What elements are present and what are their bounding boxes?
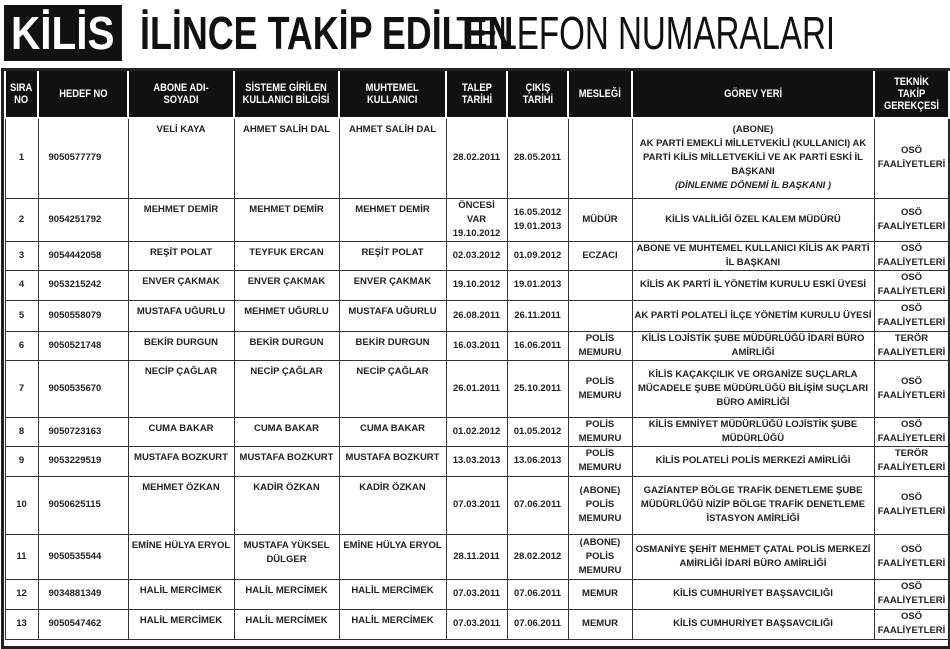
cell-text: 07.06.2011 xyxy=(513,618,562,629)
column-header-hedef-no xyxy=(38,71,128,118)
cell-text: NECİP ÇAĞLAR xyxy=(356,365,429,377)
cell-text: 9050577779 xyxy=(48,152,102,164)
cell-text: 16.03.2011 xyxy=(452,339,501,351)
cell-text: 28.11.2011 xyxy=(453,550,500,562)
cell-no xyxy=(5,476,38,534)
cell-text: (ABONE) AK PARTİ EMEKLİ MİLLETVEKİLİ (KULLANICI) AK PARTİ KİLİS MİLLETVEKİLİ VE AK PARTİ ESKİ İL BAŞKANI xyxy=(639,124,867,178)
cell-text: ÖNCESİ VAR 19.10.2012 xyxy=(452,199,501,239)
cell-text: POLİS MEMURU xyxy=(578,375,622,401)
cell-gerekce xyxy=(874,417,949,446)
cell-text: POLİS MEMURU xyxy=(578,418,622,444)
cell-gorev xyxy=(632,609,874,639)
cell-text: OSÖ FAALİYETLERİ xyxy=(877,611,946,636)
cell-no xyxy=(5,579,38,609)
column-header-label: TEKNİK TAKİP GEREKÇESİ xyxy=(883,76,940,112)
cell-hedef xyxy=(38,609,128,639)
table-row xyxy=(5,300,949,331)
cell-cikis xyxy=(507,118,568,198)
cell-meslek xyxy=(568,579,632,609)
cell-no xyxy=(5,300,38,331)
cell-text: HALİL MERCİMEK xyxy=(245,614,328,626)
cell-gerekce xyxy=(874,360,949,417)
cell-meslek xyxy=(568,476,632,534)
cell-text: MEHMET DEMİR xyxy=(355,203,430,215)
cell-gerekce xyxy=(874,534,949,579)
cell-text: MUSTAFA UĞURLU xyxy=(136,305,226,317)
cell-text: 7 xyxy=(18,382,25,394)
cell-text: 07.03.2011 xyxy=(452,499,501,510)
cell-muhtemel xyxy=(339,241,446,270)
cell-text: CUMA BAKAR xyxy=(148,422,214,434)
cell-no xyxy=(5,534,38,579)
cell-muhtemel xyxy=(339,300,446,331)
cell-talep xyxy=(446,446,507,476)
cell-text: 28.02.2012 xyxy=(513,550,562,562)
cell-cikis xyxy=(507,300,568,331)
cell-no xyxy=(5,270,38,300)
cell-text: MUSTAFA BOZKURT xyxy=(345,451,440,463)
cell-text: MÜDÜR xyxy=(582,213,618,225)
cell-gorev xyxy=(632,241,874,270)
cell-meslek xyxy=(568,118,632,198)
cell-muhtemel xyxy=(339,446,446,476)
table-row xyxy=(5,417,949,446)
cell-gerekce xyxy=(874,446,949,476)
cell-text: TERÖR FAALİYETLERİ xyxy=(877,448,946,473)
headline-bold: İLİNCE TAKİP EDİLEN xyxy=(139,7,514,59)
column-header-sisteme-girilen-kullanici xyxy=(234,71,339,118)
column-header-label: SIRA NO xyxy=(10,82,33,106)
cell-text: 19.10.2012 xyxy=(452,279,501,290)
cell-cikis xyxy=(507,476,568,534)
table-row xyxy=(5,331,949,360)
cell-text: OSMANİYE ŞEHİT MEHMET ÇATAL POLİS MERKEZİ AMİRLİĞİ İDARİ BÜRO AMİRLİĞİ xyxy=(635,543,871,569)
cell-hedef xyxy=(38,534,128,579)
cell-cikis xyxy=(507,241,568,270)
cell-muhtemel xyxy=(339,579,446,609)
cell-text: KİLİS AK PARTİ İL YÖNETİM KURULU ESKİ ÜYESİ xyxy=(639,279,867,290)
column-header-muhtemel-kullanici xyxy=(339,71,446,118)
cell-text: REŞİT POLAT xyxy=(149,246,213,258)
cell-text: 10 xyxy=(16,499,27,510)
cell-text: HALİL MERCİMEK xyxy=(139,614,223,626)
cell-hedef xyxy=(38,331,128,360)
cell-text: (ABONE) POLİS MEMURU xyxy=(578,536,622,576)
cell-gerekce xyxy=(874,331,949,360)
cell-text: AHMET SALİH DAL xyxy=(348,124,437,135)
cell-text: 2 xyxy=(18,213,25,225)
table-row xyxy=(5,118,949,198)
cell-no xyxy=(5,609,38,639)
cell-sistem xyxy=(234,300,339,331)
table-row xyxy=(5,579,949,609)
cell-text: ENVER ÇAKMAK xyxy=(353,275,432,287)
cell-sistem xyxy=(234,331,339,360)
cell-text: 07.06.2011 xyxy=(513,499,562,510)
cell-text: MEHMET DEMİR xyxy=(143,203,219,215)
headline-highlight: KİLİS xyxy=(4,5,122,61)
cell-text: 28.05.2011 xyxy=(513,152,562,164)
cell-text: 28.02.2011 xyxy=(452,152,501,164)
cell-text: ENVER ÇAKMAK xyxy=(247,275,326,287)
cell-text: 8 xyxy=(18,425,25,437)
cell-hedef xyxy=(38,198,128,241)
cell-text: MEMUR xyxy=(582,588,618,599)
cell-sistem xyxy=(234,579,339,609)
column-header-label: SİSTEME GİRİLEN KULLANICI BİLGİSİ xyxy=(243,82,330,106)
cell-text: KİLİS EMNİYET MÜDÜRLÜĞÜ LOJİSTİK ŞUBE MÜDÜRLÜĞÜ xyxy=(648,418,858,444)
cell-text: 11 xyxy=(16,550,27,562)
cell-talep xyxy=(446,270,507,300)
cell-hedef xyxy=(38,360,128,417)
cell-text: KADİR ÖZKAN xyxy=(359,481,426,493)
cell-sistem xyxy=(234,360,339,417)
cell-text: 01.05.2012 xyxy=(513,425,562,437)
cell-abone xyxy=(128,331,234,360)
cell-sistem xyxy=(234,609,339,639)
header-row xyxy=(5,71,949,118)
cell-gerekce xyxy=(874,476,949,534)
cell-text: MEHMET DEMİR xyxy=(249,203,324,215)
cell-text: AHMET SALİH DAL xyxy=(242,124,331,135)
column-header-label: HEDEF NO xyxy=(58,88,108,100)
cell-text: POLİS MEMURU xyxy=(578,332,622,358)
cell-gorev xyxy=(632,360,874,417)
cell-text: KİLİS CUMHURİYET BAŞSAVCILIĞI xyxy=(673,618,833,629)
cell-note: (DİNLENME DÖNEMİ İL BAŞKANI ) xyxy=(674,180,832,192)
cell-sistem xyxy=(234,476,339,534)
cell-text: 13.03.2013 xyxy=(452,455,501,466)
cell-talep xyxy=(446,241,507,270)
cell-cikis xyxy=(507,579,568,609)
cell-abone xyxy=(128,270,234,300)
cell-talep xyxy=(446,198,507,241)
cell-abone xyxy=(128,198,234,241)
cell-text: MEHMET UĞURLU xyxy=(244,305,329,317)
cell-sistem xyxy=(234,534,339,579)
cell-meslek xyxy=(568,446,632,476)
cell-muhtemel xyxy=(339,360,446,417)
cell-text: BEKİR DURGUN xyxy=(355,336,430,348)
table-row xyxy=(5,476,949,534)
cell-cikis xyxy=(507,360,568,417)
cell-text: 25.10.2011 xyxy=(513,382,562,394)
cell-text: MEHMET ÖZKAN xyxy=(142,481,220,493)
cell-text: 13 xyxy=(16,618,27,629)
cell-text: OSÖ FAALİYETLERİ xyxy=(877,418,946,444)
cell-text: 9050547462 xyxy=(48,618,102,629)
cell-text: 01.02.2012 xyxy=(452,425,501,437)
table-row xyxy=(5,360,949,417)
cell-text: HALİL MERCİMEK xyxy=(139,584,223,596)
cell-hedef xyxy=(38,446,128,476)
cell-text: 9054442058 xyxy=(48,249,102,261)
cell-text: HALİL MERCİMEK xyxy=(351,584,434,596)
cell-gorev xyxy=(632,417,874,446)
phone-numbers-table xyxy=(4,71,950,640)
cell-abone xyxy=(128,609,234,639)
column-header-label: TALEP TARİHİ xyxy=(461,82,492,106)
cell-text: 07.03.2011 xyxy=(452,588,501,599)
cell-text: 26.08.2011 xyxy=(452,309,501,321)
cell-meslek xyxy=(568,534,632,579)
cell-gorev xyxy=(632,270,874,300)
cell-gorev xyxy=(632,534,874,579)
cell-gerekce xyxy=(874,579,949,609)
cell-text: 6 xyxy=(18,339,25,351)
cell-hedef xyxy=(38,417,128,446)
cell-text: 9050558079 xyxy=(48,309,102,321)
cell-gerekce xyxy=(874,118,949,198)
table-row xyxy=(5,270,949,300)
headline-light: TELEFON NUMARALARI xyxy=(456,7,836,59)
cell-abone xyxy=(128,241,234,270)
cell-no xyxy=(5,360,38,417)
cell-muhtemel xyxy=(339,198,446,241)
cell-text: 9050625115 xyxy=(48,499,101,510)
cell-text: BEKİR DURGUN xyxy=(144,336,218,348)
cell-abone xyxy=(128,417,234,446)
cell-text: OSÖ FAALİYETLERİ xyxy=(877,272,946,297)
cell-gerekce xyxy=(874,270,949,300)
cell-text: 9050723163 xyxy=(48,425,102,437)
cell-text: CUMA BAKAR xyxy=(253,422,320,434)
cell-text: 9053229519 xyxy=(48,455,102,466)
cell-text: NECİP ÇAĞLAR xyxy=(250,365,323,377)
cell-text: 01.09.2012 xyxy=(513,249,562,261)
cell-hedef xyxy=(38,118,128,198)
cell-text: POLİS MEMURU xyxy=(578,448,622,473)
cell-no xyxy=(5,417,38,446)
cell-talep xyxy=(446,534,507,579)
cell-text: 19.01.2013 xyxy=(513,279,562,290)
cell-text: 02.03.2012 xyxy=(452,249,501,261)
cell-text: MUSTAFA UĞURLU xyxy=(348,305,437,317)
cell-no xyxy=(5,241,38,270)
cell-cikis xyxy=(507,198,568,241)
table-row xyxy=(5,446,949,476)
cell-muhtemel xyxy=(339,609,446,639)
column-header-label: ABONE ADI-SOYADI xyxy=(153,82,209,106)
cell-text: KİLİS CUMHURİYET BAŞSAVCILIĞI xyxy=(673,588,833,599)
cell-text: 26.11.2011 xyxy=(514,309,561,321)
column-header-label: GÖREV YERİ xyxy=(723,88,783,100)
cell-text: CUMA BAKAR xyxy=(359,422,426,434)
column-header-label: MESLEĞİ xyxy=(578,88,622,100)
cell-meslek xyxy=(568,609,632,639)
cell-text: ABONE VE MUHTEMEL KULLANICI KİLİS AK PARTİ İL BAŞKANI xyxy=(636,242,870,268)
column-header-cikis-tarihi xyxy=(507,71,568,118)
cell-text: AK PARTİ POLATELİ İLÇE YÖNETİM KURULU ÜYESİ xyxy=(634,309,872,321)
cell-meslek xyxy=(568,270,632,300)
cell-muhtemel xyxy=(339,270,446,300)
cell-text: 9050535670 xyxy=(48,382,102,394)
cell-gorev xyxy=(632,198,874,241)
cell-hedef xyxy=(38,300,128,331)
cell-text: 9034881349 xyxy=(48,588,102,599)
cell-text: OSÖ FAALİYETLERİ xyxy=(877,145,946,171)
cell-text: 4 xyxy=(18,279,25,290)
cell-sistem xyxy=(234,198,339,241)
cell-cikis xyxy=(507,331,568,360)
cell-text: OSÖ FAALİYETLERİ xyxy=(877,302,946,328)
column-header-meslegi xyxy=(568,71,632,118)
cell-gorev xyxy=(632,300,874,331)
cell-abone xyxy=(128,534,234,579)
table-row xyxy=(5,241,949,270)
cell-text: MUSTAFA YÜKSEL DÜLGER xyxy=(243,539,330,565)
cell-text: ENVER ÇAKMAK xyxy=(142,275,220,287)
cell-gorev xyxy=(632,579,874,609)
cell-text: EMİNE HÜLYA ERYOL xyxy=(131,539,231,551)
cell-text: GAZİANTEP BÖLGE TRAFİK DENETLEME ŞUBE MÜDÜRLÜĞÜ NİZİP BÖLGE TRAFİK DENETLEME İSTASYON AMİRLİĞİ xyxy=(640,485,866,524)
cell-abone xyxy=(128,360,234,417)
cell-sistem xyxy=(234,270,339,300)
cell-text: 13.06.2013 xyxy=(513,455,562,466)
cell-text: 9 xyxy=(18,455,25,466)
cell-text: 9050521748 xyxy=(48,339,102,351)
cell-no xyxy=(5,118,38,198)
cell-hedef xyxy=(38,270,128,300)
cell-gerekce xyxy=(874,241,949,270)
cell-text: 12 xyxy=(16,588,27,599)
cell-talep xyxy=(446,476,507,534)
cell-text: OSÖ FAALİYETLERİ xyxy=(877,206,946,232)
cell-text: KİLİS LOJİSTİK ŞUBE MÜDÜRLÜĞÜ İDARİ BÜRO AMİRLİĞİ xyxy=(641,332,865,358)
cell-gerekce xyxy=(874,198,949,241)
cell-meslek xyxy=(568,300,632,331)
cell-gorev xyxy=(632,331,874,360)
cell-text: OSÖ FAALİYETLERİ xyxy=(877,581,946,606)
cell-text: OSÖ FAALİYETLERİ xyxy=(877,375,946,401)
cell-text: KİLİS KAÇAKÇILIK VE ORGANİZE SUÇLARLA MÜCADELE ŞUBE MÜDÜRLÜĞÜ BİLİŞİM SUÇLARI BÜRO AMİRLİĞİ xyxy=(637,368,869,408)
cell-text: OSÖ FAALİYETLERİ xyxy=(877,492,946,517)
cell-text: 3 xyxy=(18,249,25,261)
cell-abone xyxy=(128,446,234,476)
table-row xyxy=(5,198,949,241)
cell-muhtemel xyxy=(339,534,446,579)
cell-text: 5 xyxy=(18,309,25,321)
cell-sistem xyxy=(234,241,339,270)
cell-cikis xyxy=(507,609,568,639)
cell-text: 1 xyxy=(18,152,25,164)
cell-abone xyxy=(128,476,234,534)
cell-talep xyxy=(446,300,507,331)
column-header-talep-tarihi xyxy=(446,71,507,118)
cell-text: OSÖ FAALİYETLERİ xyxy=(877,543,946,569)
cell-text: 16.05.2012 19.01.2013 xyxy=(513,206,562,232)
cell-sistem xyxy=(234,118,339,198)
column-header-teknik-takip-gerekcesi xyxy=(874,71,949,118)
cell-sistem xyxy=(234,417,339,446)
cell-gerekce xyxy=(874,300,949,331)
cell-meslek xyxy=(568,198,632,241)
cell-cikis xyxy=(507,446,568,476)
cell-text: OSÖ FAALİYETLERİ xyxy=(877,242,946,268)
cell-gerekce xyxy=(874,609,949,639)
cell-text: MEMUR xyxy=(582,618,618,629)
cell-abone xyxy=(128,118,234,198)
cell-meslek xyxy=(568,331,632,360)
cell-text: HALİL MERCİMEK xyxy=(245,584,328,596)
cell-text: 9050535544 xyxy=(48,550,102,562)
cell-no xyxy=(5,198,38,241)
cell-talep xyxy=(446,331,507,360)
cell-talep xyxy=(446,360,507,417)
column-header-abone-adi-soyadi xyxy=(128,71,234,118)
cell-abone xyxy=(128,579,234,609)
cell-sistem xyxy=(234,446,339,476)
cell-text: 07.06.2011 xyxy=(513,588,562,599)
cell-text: VELİ KAYA xyxy=(156,124,206,135)
cell-no xyxy=(5,331,38,360)
cell-talep xyxy=(446,579,507,609)
cell-text: NECİP ÇAĞLAR xyxy=(144,365,218,377)
cell-text: 9053215242 xyxy=(48,279,102,290)
column-header-gorev-yeri xyxy=(632,71,874,118)
cell-talep xyxy=(446,609,507,639)
cell-no xyxy=(5,446,38,476)
cell-text: ECZACI xyxy=(582,249,618,261)
cell-gorev xyxy=(632,118,874,198)
column-header-label: ÇIKIŞ TARİHİ xyxy=(522,82,553,106)
cell-hedef xyxy=(38,241,128,270)
cell-text: 9054251792 xyxy=(48,213,102,225)
cell-talep xyxy=(446,118,507,198)
cell-hedef xyxy=(38,476,128,534)
cell-muhtemel xyxy=(339,331,446,360)
cell-text: HALİL MERCİMEK xyxy=(351,614,434,626)
cell-text: REŞİT POLAT xyxy=(361,246,424,258)
cell-gorev xyxy=(632,446,874,476)
column-header-label: MUHTEMEL KULLANICI xyxy=(366,82,419,106)
cell-text: TEYFUK ERCAN xyxy=(249,246,324,258)
cell-meslek xyxy=(568,417,632,446)
cell-muhtemel xyxy=(339,476,446,534)
cell-meslek xyxy=(568,360,632,417)
cell-text: 07.03.2011 xyxy=(452,618,501,629)
cell-text: KADİR ÖZKAN xyxy=(253,481,320,493)
cell-text: MUSTAFA BOZKURT xyxy=(134,451,228,463)
cell-text: 26.01.2011 xyxy=(452,382,501,394)
cell-talep xyxy=(446,417,507,446)
cell-text: MUSTAFA BOZKURT xyxy=(239,451,334,463)
cell-text: BEKİR DURGUN xyxy=(249,336,324,348)
cell-hedef xyxy=(38,579,128,609)
cell-meslek xyxy=(568,241,632,270)
cell-muhtemel xyxy=(339,417,446,446)
cell-muhtemel xyxy=(339,118,446,198)
table-frame xyxy=(1,68,950,649)
table-row xyxy=(5,534,949,579)
cell-cikis xyxy=(507,417,568,446)
cell-text: TERÖR FAALİYETLERİ xyxy=(877,332,946,358)
cell-text: KİLİS VALİLİĞİ ÖZEL KALEM MÜDÜRÜ xyxy=(665,213,841,225)
cell-text: (ABONE) POLİS MEMURU xyxy=(578,485,622,524)
column-header-sira-no xyxy=(5,71,38,118)
cell-gorev xyxy=(632,476,874,534)
cell-cikis xyxy=(507,270,568,300)
headline xyxy=(4,4,836,62)
table-row xyxy=(5,609,949,639)
cell-abone xyxy=(128,300,234,331)
cell-text: 16.06.2011 xyxy=(513,339,562,351)
cell-cikis xyxy=(507,534,568,579)
cell-text: KİLİS POLATELİ POLİS MERKEZİ AMİRLİĞİ xyxy=(655,455,851,466)
cell-text: EMİNE HÜLYA ERYOL xyxy=(343,539,442,551)
